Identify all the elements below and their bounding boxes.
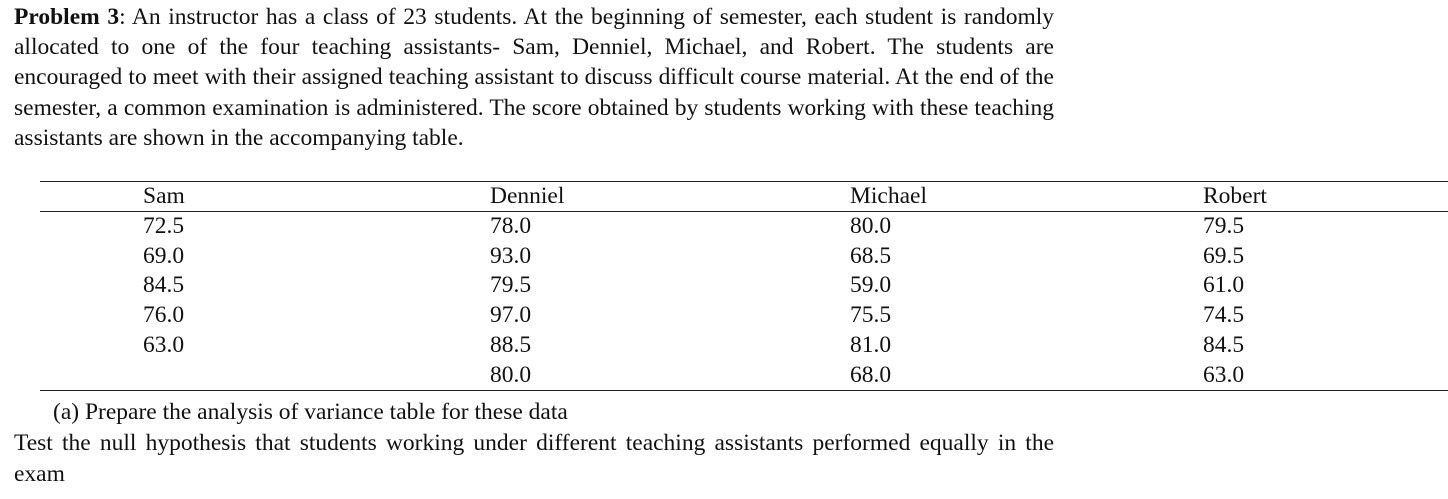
table-row — [40, 331, 1448, 361]
table-cell: 68.0 — [740, 361, 1100, 391]
table-cell: 80.0 — [850, 213, 892, 239]
problem-label: Problem 3 — [14, 4, 120, 30]
problem-text: : An instructor has a class of 23 students. At the beginning of semester, each student is randomly allocated to one of the four teaching assistants- Sam, Denniel, Michael, and Robert. The students are encouraged to meet with their assigned teaching assistant to discuss difficult course material. At the end of the semester, a common examination is administered. The score obtained by students working with these teaching assistants are shown in the accompanying table. — [14, 4, 1054, 151]
table-cell: 68.5 — [850, 242, 892, 269]
header-denniel: Denniel — [383, 182, 740, 212]
table-cell: 97.0 — [490, 302, 532, 329]
problem-statement — [14, 2, 1054, 153]
scores-table-body — [40, 212, 1448, 391]
table-cell: 84.5 — [143, 272, 185, 299]
table-cell: 93.0 — [490, 242, 532, 269]
table-row — [40, 271, 1448, 301]
table-cell: 80.0 — [383, 361, 740, 391]
table-row — [40, 361, 1448, 391]
table-cell: 76.0 — [143, 302, 185, 329]
hypothesis-test-text: Test the null hypothesis that students working under different teaching assistants performed equally in the exam — [14, 430, 1054, 487]
table-cell: 63.0 — [143, 331, 185, 358]
table-cell: 69.0 — [143, 242, 185, 269]
header-michael: Michael — [740, 182, 1100, 212]
table-cell: 69.5 — [1203, 242, 1245, 269]
table-cell: 74.5 — [1203, 302, 1245, 329]
table-cell: 79.5 — [490, 272, 532, 299]
table-cell: 75.5 — [850, 302, 892, 329]
table-cell: 84.5 — [1203, 331, 1245, 358]
table-cell: 61.0 — [1203, 272, 1245, 299]
header-sam: Sam — [40, 182, 383, 212]
scores-table — [40, 181, 1448, 391]
table-cell: 59.0 — [850, 272, 892, 299]
table-row — [40, 212, 1448, 242]
table-row — [40, 242, 1448, 272]
table-cell: 88.5 — [490, 331, 532, 358]
scores-table-header — [40, 182, 1448, 212]
header-row — [40, 182, 1448, 212]
table-row — [40, 301, 1448, 331]
table-cell — [40, 361, 383, 391]
table-cell: 63.0 — [1100, 361, 1448, 391]
part-a-question: (a) Prepare the analysis of variance table for these data — [53, 399, 568, 425]
scores-table-container — [40, 181, 1267, 391]
table-cell: 72.5 — [143, 213, 185, 239]
table-cell: 79.5 — [1203, 213, 1245, 239]
table-cell: 81.0 — [850, 331, 892, 358]
header-robert: Robert — [1100, 182, 1448, 212]
table-cell: 78.0 — [490, 213, 532, 239]
